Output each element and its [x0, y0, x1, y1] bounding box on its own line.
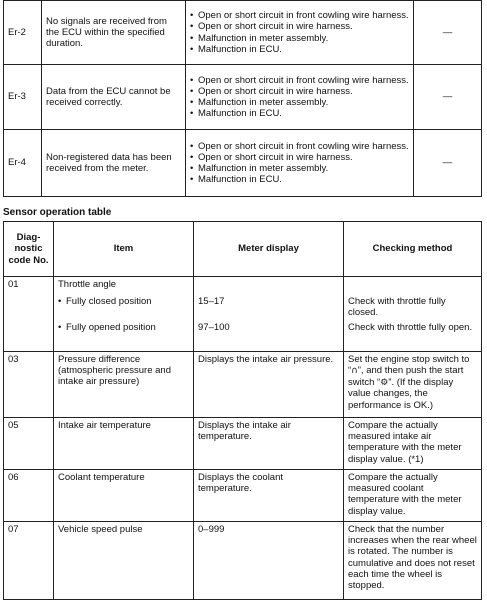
method-text: Set the engine stop switch to “: [348, 354, 470, 377]
cause-item: • Open or short circuit in front cowling wire harness.: [190, 10, 409, 21]
table-row: [4, 352, 482, 418]
error-symptom: Data from the ECU cannot be received correctly.: [42, 65, 186, 130]
meter-value: 97–100: [198, 322, 230, 334]
cause-item: • Malfunction in meter assembly.: [190, 97, 409, 108]
error-remark: —: [414, 1, 482, 65]
item-cell: Intake air temperature: [54, 418, 194, 470]
method-text: ”, and then push the start switch “: [348, 365, 464, 388]
item-cell: [54, 277, 194, 352]
table-row: [4, 1, 482, 65]
item-cell: Pressure difference (atmospheric pressure and intake air pressure): [54, 352, 194, 418]
item-sub: • Fully closed position: [58, 296, 189, 307]
method-cell: [344, 277, 482, 352]
table-row: [4, 418, 482, 470]
cause-item: • Malfunction in ECU.: [190, 44, 409, 55]
code-cell: 06: [4, 470, 54, 522]
item-label: Throttle angle: [58, 279, 117, 290]
header-method: Checking method: [344, 222, 482, 277]
table-header-row: [4, 222, 482, 277]
section-title: Sensor operation table: [3, 207, 112, 218]
method-text: Check with throttle fully open.: [348, 322, 473, 334]
meter-cell: Displays the coolant temperature.: [194, 470, 344, 522]
code-cell: 05: [4, 418, 54, 470]
method-cell: Compare the actually measured intake air temperature with the meter display value. (*1): [344, 418, 482, 470]
item-sub: • Fully opened position: [58, 322, 189, 333]
meter-cell: [194, 277, 344, 352]
code-cell: 01: [4, 277, 54, 352]
meter-cell: Displays the intake air pressure.: [194, 352, 344, 418]
meter-cell: Displays the intake air temperature.: [194, 418, 344, 470]
header-code: Diag-nostic code No.: [4, 222, 54, 277]
cause-item: • Malfunction in ECU.: [190, 108, 409, 119]
cause-item: • Open or short circuit in wire harness.: [190, 21, 409, 32]
error-symptom: No signals are received from the ECU within the specified duration.: [42, 1, 186, 65]
header-meter: Meter display: [194, 222, 344, 277]
cause-item: • Open or short circuit in wire harness.: [190, 152, 409, 163]
meter-cell: 0–999: [194, 522, 344, 600]
error-causes: [186, 65, 414, 130]
cause-item: • Malfunction in meter assembly.: [190, 33, 409, 44]
stop-switch-icon: ∩: [351, 366, 358, 377]
error-code: Er-2: [4, 1, 42, 65]
sensor-operation-table: [3, 221, 482, 600]
error-causes: [186, 130, 414, 197]
item-cell: Vehicle speed pulse: [54, 522, 194, 600]
table-row: [4, 470, 482, 522]
cause-item: • Open or short circuit in front cowling wire harness.: [190, 75, 409, 86]
error-remark: —: [414, 65, 482, 130]
item-cell: Coolant temperature: [54, 470, 194, 522]
error-code: Er-3: [4, 65, 42, 130]
method-cell: Check that the number increases when the rear wheel is rotated. The number is cumulative and does not reset each time the wheel is stopped.: [344, 522, 482, 600]
error-code: Er-4: [4, 130, 42, 197]
error-code-table: [3, 0, 482, 197]
cause-item: • Malfunction in ECU.: [190, 174, 409, 185]
meter-value: 15–17: [198, 296, 225, 307]
header-item: Item: [54, 222, 194, 277]
error-symptom: Non-registered data has been received from the meter.: [42, 130, 186, 197]
code-cell: 03: [4, 352, 54, 418]
error-causes: [186, 1, 414, 65]
error-remark: —: [414, 130, 482, 197]
method-text: Check with throttle fully closed.: [348, 296, 446, 319]
start-switch-icon: ⚙: [380, 377, 389, 388]
method-text: ”. (If the display value changes, the performance is OK.): [348, 376, 454, 411]
table-row: [4, 277, 482, 352]
table-row: [4, 130, 482, 197]
table-row: [4, 522, 482, 600]
method-cell: [344, 352, 482, 418]
cause-item: • Open or short circuit in wire harness.: [190, 86, 409, 97]
cause-item: • Malfunction in meter assembly.: [190, 163, 409, 174]
cause-item: • Open or short circuit in front cowling wire harness.: [190, 141, 409, 152]
code-cell: 07: [4, 522, 54, 600]
table-row: [4, 65, 482, 130]
method-cell: Compare the actually measured coolant temperature with the meter display value.: [344, 470, 482, 522]
